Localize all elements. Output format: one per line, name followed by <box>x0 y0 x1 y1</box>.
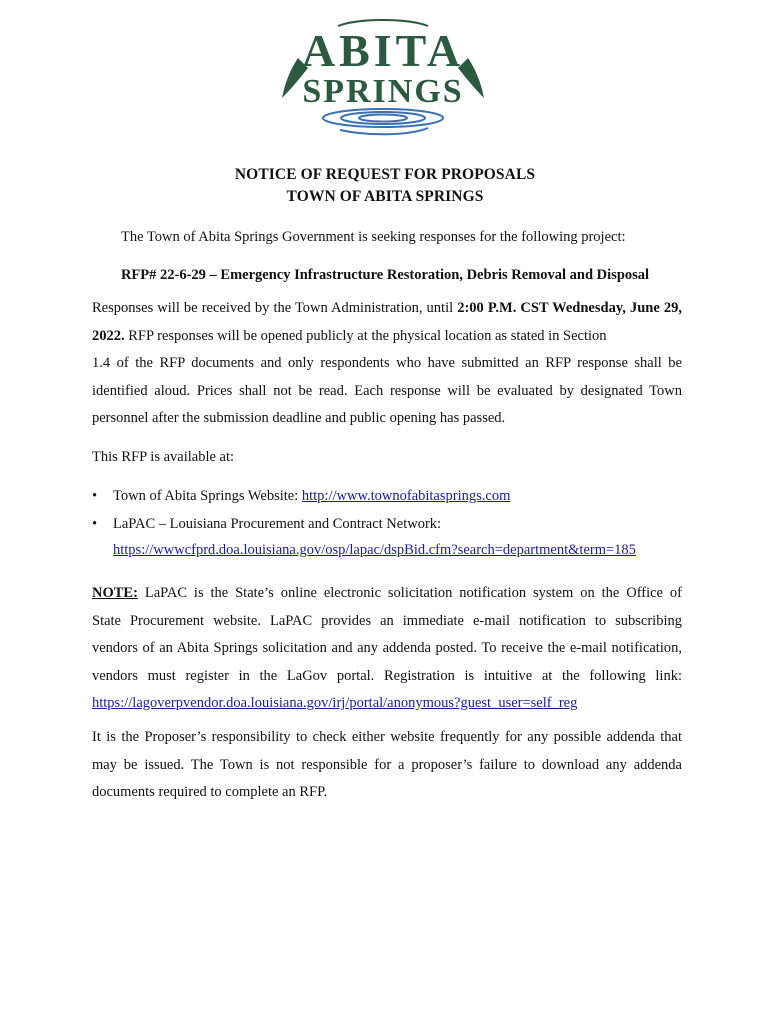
bullet-item-website <box>92 488 510 505</box>
closing-line2: may be issued. The Town is not responsible for a proposer’s failure to download any addenda <box>92 756 682 773</box>
note-line4: vendors must register in the LaGov portal. Registration is intuitive at the following link: <box>92 667 682 684</box>
bullet-label: Town of Abita Springs Website: <box>113 488 302 504</box>
closing-line3: documents required to complete an RFP. <box>92 784 328 800</box>
note-line2: State Procurement website. LaPAC provides an immediate e-mail notification to subscribing <box>92 612 682 629</box>
para1-line4: identified aloud. Prices shall not be read. Each response will be evaluated by designated Town <box>92 382 682 399</box>
available-label: This RFP is available at: <box>92 449 235 465</box>
intro-text: The Town of Abita Springs Government is seeking responses for the following project: <box>121 229 626 245</box>
rfp-line: RFP# 22-6-29 – Emergency Infrastructure Restoration, Debris Removal and Disposal <box>120 267 650 283</box>
closing-line1: It is the Proposer’s responsibility to check either website frequently for any possible addenda that <box>92 729 682 745</box>
abita-springs-logo <box>278 18 488 140</box>
para1-text-b: RFP responses will be opened publicly at the physical location as stated in Section <box>124 327 607 344</box>
deadline-bold-a: 2:00 P.M. CST Wednesday, June 29, <box>457 300 682 316</box>
town-website-link[interactable]: http://www.townofabitasprings.com <box>301 488 511 504</box>
logo-line1: ABITA <box>301 25 465 76</box>
bullet-label: LaPAC – Louisiana Procurement and Contract Network: <box>113 516 442 532</box>
closing-paragraph <box>92 724 682 807</box>
note-line3: vendors of an Abita Springs solicitation and any addenda posted. To receive the e-mail notification, <box>92 640 682 656</box>
logo-line2: SPRINGS <box>302 73 464 110</box>
para1-line5: personnel after the submission deadline and public opening has passed. <box>92 410 506 426</box>
lapac-link[interactable]: https://wwwcfprd.doa.louisiana.gov/osp/lapac/dspBid.cfm?search=department&term=185 <box>113 542 636 558</box>
title-line-2: TOWN OF ABITA SPRINGS <box>286 188 484 205</box>
bullet-icon: • <box>92 488 98 504</box>
lapac-link-wrap <box>113 542 636 559</box>
para1-line3: 1.4 of the RFP documents and only respondents who have submitted an RFP response shall be <box>92 355 682 371</box>
note-paragraph <box>92 580 682 718</box>
note-line1: LaPAC is the State’s online electronic solicitation notification system on the Office of <box>137 585 682 601</box>
para1-text-a: Responses will be received by the Town Administration, until <box>92 300 458 316</box>
note-label: NOTE: <box>92 585 138 601</box>
deadline-bold-b: 2022. <box>92 327 125 344</box>
lagov-registration-link[interactable]: https://lagoverpvendor.doa.louisiana.gov/irj/portal/anonymous?guest_user=self_reg <box>92 695 578 711</box>
bullet-item-lapac <box>92 516 441 533</box>
title-line-1: NOTICE OF REQUEST FOR PROPOSALS <box>234 166 536 183</box>
bullet-icon: • <box>92 516 98 532</box>
responses-paragraph <box>92 295 682 433</box>
